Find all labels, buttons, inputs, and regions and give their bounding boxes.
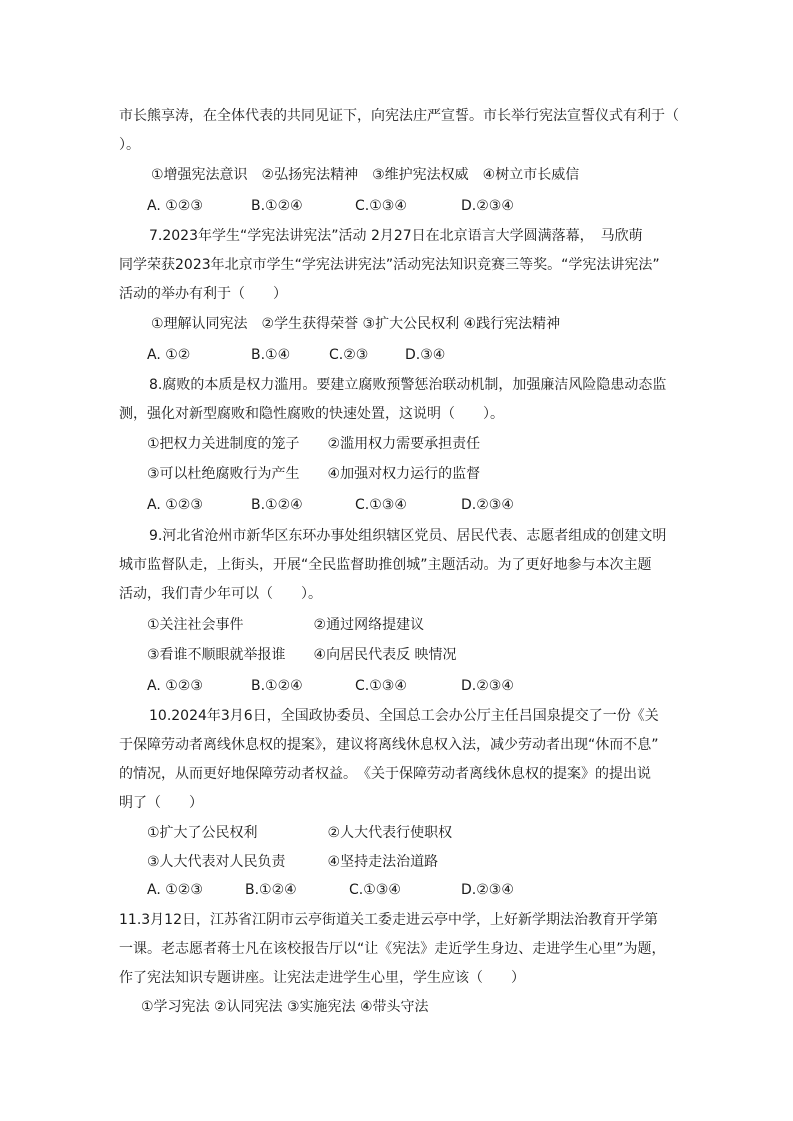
q11-choices: ①学习宪法 ②认同宪法 ③实施宪法 ④带头守法 [141, 999, 429, 1015]
q9-option-c[interactable]: C.①③④ [355, 678, 407, 694]
q10-option-a[interactable]: A. ①②③ [147, 882, 203, 898]
q7-choices: ①理解认同宪法 ②学生获得荣誉 ③扩大公民权利 ④践行宪法精神 [151, 316, 561, 332]
q6-option-d[interactable]: D.②③④ [461, 198, 514, 214]
q9-choices-row-2: ③看谁不顺眼就举报谁 ④向居民代表反 映情况 [147, 647, 457, 663]
q8-option-a[interactable]: A. ①②③ [147, 497, 203, 513]
q9-stem-line-2: 城市监督队走，上街头，开展“全民监督助推创城”主题活动。为了更好地参与本次主题 [119, 557, 652, 573]
q9-stem-line-1: 9.河北省沧州市新华区东环办事处组织辖区党员、居民代表、志愿者组成的创建文明 [149, 528, 667, 544]
q7-option-c[interactable]: C.②③ [329, 347, 369, 363]
q6-option-c[interactable]: C.①③④ [355, 198, 407, 214]
q7-option-a[interactable]: A. ①② [147, 347, 191, 363]
q9-option-a[interactable]: A. ①②③ [147, 678, 203, 694]
q9-option-b[interactable]: B.①②④ [251, 678, 303, 694]
q7-option-d[interactable]: D.③④ [405, 347, 446, 363]
q8-choices-row-1: ①把权力关进制度的笼子 ②滥用权力需要承担责任 [147, 436, 481, 452]
q8-stem-line-1: 8.腐败的本质是权力滥用。要建立腐败预警惩治联动机制，加强廉洁风险隐患动态监 [149, 377, 667, 393]
q7-option-b[interactable]: B.①④ [251, 347, 291, 363]
q10-option-d[interactable]: D.②③④ [461, 882, 514, 898]
q10-stem-line-2: 于保障劳动者离线休息权的提案》，建议将离线休息权入法，减少劳动者出现“休而不息” [119, 737, 659, 753]
q6-stem-line-2: ）。 [119, 137, 140, 153]
q8-option-d[interactable]: D.②③④ [461, 497, 514, 513]
q7-stem-line-1: 7.2023年学生“学宪法讲宪法”活动 2月27日在北京语言大学圆满落幕， 马欣萌 [149, 228, 643, 244]
q8-stem-line-2: 测，强化对新型腐败和隐性腐败的快速处置，这说明（ ）。 [119, 406, 504, 422]
q8-option-c[interactable]: C.①③④ [355, 497, 407, 513]
q7-stem-line-2: 同学荣获2023年北京市学生“学宪法讲宪法”活动宪法知识竞赛三等奖。“学宪法讲宪法” [119, 257, 660, 273]
q10-option-c[interactable]: C.①③④ [349, 882, 401, 898]
q10-stem-line-1: 10.2024年3月6日，全国政协委员、全国总工会办公厅主任吕国泉提交了一份《关 [149, 708, 659, 724]
q6-stem-line-1: 市长熊享涛，在全体代表的共同见证下，向宪法庄严宣誓。市长举行宪法宣誓仪式有利于（ [119, 108, 679, 124]
q9-choices-row-1: ①关注社会事件 ②通过网络提建议 [147, 617, 425, 633]
q6-choices: ①增强宪法意识 ②弘扬宪法精神 ③维护宪法权威 ④树立市长威信 [151, 167, 580, 183]
q11-stem-line-1: 11.3月12日，江苏省江阴市云亭街道关工委走进云亭中学，上好新学期法治教育开学第 [119, 912, 658, 928]
q10-choices-row-2: ③人大代表对人民负责 ④坚持走法治道路 [147, 854, 439, 870]
q7-stem-line-3: 活动的举办有利于（ ） [119, 286, 287, 302]
q10-option-b[interactable]: B.①②④ [245, 882, 297, 898]
q9-stem-line-3: 活动，我们青少年可以（ ）。 [119, 586, 322, 602]
q9-option-d[interactable]: D.②③④ [461, 678, 514, 694]
q11-stem-line-2: 一课。老志愿者蒋士凡在该校报告厅以“让《宪法》走近学生身边、走进学生心里”为题， [119, 941, 666, 957]
q10-choices-row-1: ①扩大了公民权利 ②人大代表行使职权 [147, 825, 453, 841]
q6-option-a[interactable]: A. ①②③ [147, 198, 203, 214]
q10-stem-line-3: 的情况，从而更好地保障劳动者权益。 《关于保障劳动者离线休息权的提案》的提出说 [119, 766, 651, 782]
q8-choices-row-2: ③可以杜绝腐败行为产生 ④加强对权力运行的监督 [147, 466, 481, 482]
q6-option-b[interactable]: B.①②④ [251, 198, 303, 214]
q10-stem-line-4: 明了（ ） [119, 795, 203, 811]
q11-stem-line-3: 作了宪法知识专题讲座。让宪法走进学生心里，学生应该（ ） [119, 970, 525, 986]
q8-option-b[interactable]: B.①②④ [251, 497, 303, 513]
